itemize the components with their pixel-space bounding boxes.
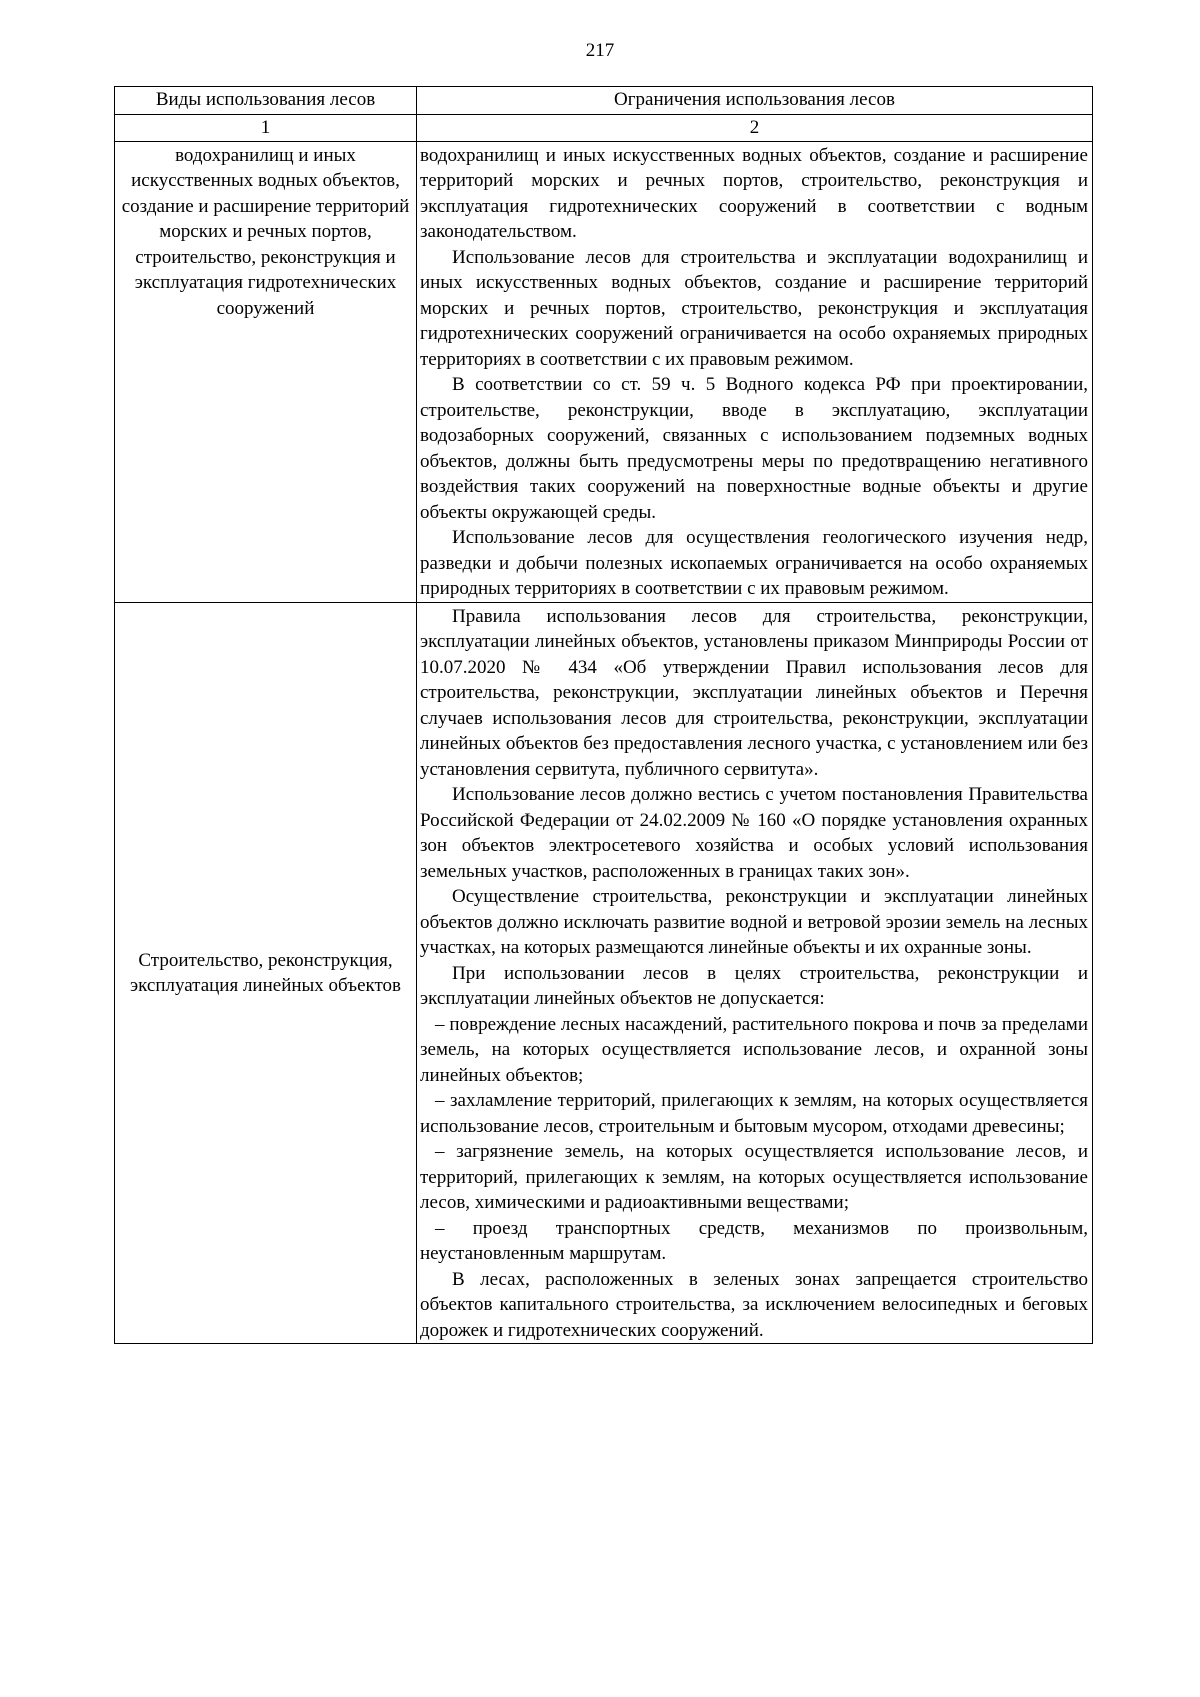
restriction-paragraph: Использование лесов для строительства и эксплуатации водохранилищ и иных искусственных водных объектов, создание и расширение территорий морских и речных портов, строительство, реконструкция и эксплуатация гидротехнических сооружений ограничивается на особо охраняемых природных территориях в соответствии с их правовым режимом.	[420, 246, 1088, 370]
column-number-row	[115, 115, 1093, 142]
column-number-1: 1	[115, 115, 417, 142]
restriction-paragraph: При использовании лесов в целях строительства, реконструкции и эксплуатации линейных объектов не допускается:	[420, 962, 1088, 1009]
restriction-paragraph: Осуществление строительства, реконструкции и эксплуатации линейных объектов должно исключать развитие водной и ветровой эрозии земель на лесных участках, на которых размещаются линейные объекты и их охранные зоны.	[420, 886, 1088, 958]
restriction-list-item: – проезд транспортных средств, механизмов по произвольным, неустановленным маршрутам.	[420, 1217, 1088, 1264]
restrictions-cell	[417, 602, 1093, 1344]
table-header-row	[115, 87, 1093, 115]
column-header-forest-use-restrictions: Ограничения использования лесов	[417, 87, 1093, 115]
restriction-paragraph: В соответствии со ст. 59 ч. 5 Водного кодекса РФ при проектировании, строительстве, реконструкции, вводе в эксплуатацию, эксплуатации водозаборных сооружений, связанных с использованием подземных водных объектов, должны быть предусмотрены меры по предотвращению негативного воздействия таких сооружений на поверхностные водные объекты и другие объекты окружающей среды.	[420, 374, 1088, 523]
restriction-paragraph: В лесах, расположенных в зеленых зонах запрещается строительство объектов капитального строительства, за исключением велосипедных и беговых дорожек и гидротехнических сооружений.	[420, 1268, 1088, 1341]
column-number-2: 2	[417, 115, 1093, 142]
restrictions-cell	[417, 141, 1093, 602]
restriction-paragraph: водохранилищ и иных искусственных водных объектов, создание и расширение территорий морских и речных портов, строительство, реконструкция и эксплуатация гидротехнических сооружений в соответствии с водным законодательством.	[420, 144, 1088, 242]
restriction-list-item: – захламление территорий, прилегающих к землям, на которых осуществляется использование лесов, строительным и бытовым мусором, отходами древесины;	[420, 1090, 1088, 1137]
table-row	[115, 602, 1093, 1344]
column-header-forest-use-types: Виды использования лесов	[115, 87, 417, 115]
restriction-paragraph: Правила использования лесов для строительства, реконструкции, эксплуатации линейных объектов, установлены приказом Минприроды России от 10.07.2020 № 434 «Об утверждении Правил использования лесов для строительства, реконструкции, эксплуатации линейных объектов и Перечня случаев использования лесов для строительства, реконструкции, эксплуатации линейных объектов без предоставления лесного участка, с установлением или без установления сервитута, публичного сервитута».	[420, 605, 1088, 780]
page-number: 217	[585, 40, 615, 61]
restriction-paragraph: Использование лесов для осуществления геологического изучения недр, разведки и добычи полезных ископаемых ограничивается на особо охраняемых природных территориях в соответствии с их правовым режимом.	[420, 527, 1088, 599]
table-row	[115, 141, 1093, 602]
restriction-list-item: – повреждение лесных насаждений, растительного покрова и почв за пределами земель, на которых осуществляется использование лесов, и охранной зоны линейных объектов;	[420, 1013, 1088, 1086]
forest-use-cell: водохранилищ и иных искусственных водных объектов, создание и расширение территорий морских и речных портов, строительство, реконструкция и эксплуатация гидротехнических сооружений	[115, 141, 417, 602]
forest-use-cell: Строительство, реконструкция, эксплуатация линейных объектов	[115, 602, 417, 1344]
restriction-paragraph: Использование лесов должно вестись с учетом постановления Правительства Российской Федерации от 24.02.2009 № 160 «О порядке установления охранных зон объектов электросетевого хозяйства и особых условий использования земельных участков, расположенных в границах таких зон».	[420, 784, 1088, 882]
restriction-list-item: – загрязнение земель, на которых осуществляется использование лесов, и территорий, прилегающих к землям, на которых осуществляется использование лесов, химическими и радиоактивными веществами;	[420, 1141, 1088, 1213]
forest-use-restrictions-table	[114, 86, 1093, 1344]
